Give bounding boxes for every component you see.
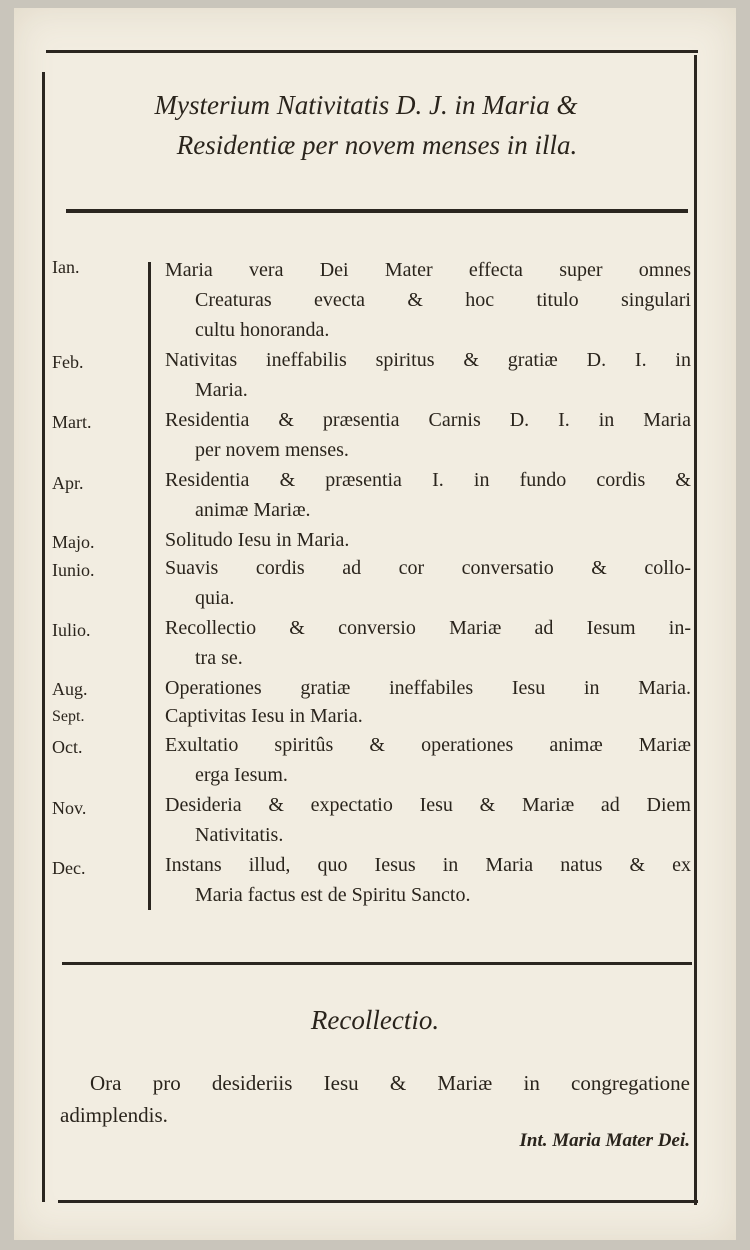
month-label-dec: Dec.: [52, 858, 86, 878]
month-label-iulio: Iulio.: [52, 620, 91, 640]
entry-line: quia.: [195, 587, 235, 609]
entry-line: Desideria & expectatio Iesu & Mariæ ad Diem: [165, 794, 691, 816]
entry-line: Nativitatis.: [195, 824, 284, 846]
entry-feb: [165, 345, 691, 405]
intention-line: Int. Maria Mater Dei.: [519, 1130, 690, 1151]
month-label-majo: Majo.: [52, 532, 95, 552]
entry-line: Maria factus est de Spiritu Sancto.: [195, 884, 471, 906]
entry-line: Instans illud, quo Iesus in Maria natus & ex: [165, 854, 691, 876]
divider-above-recollectio: [62, 962, 692, 965]
bottom-border: [58, 1200, 698, 1203]
month-column-rule: [148, 262, 151, 910]
entry-line: Residentia & præsentia Carnis D. I. in Maria: [165, 409, 691, 431]
prayer-text: [60, 1067, 690, 1131]
entry-nov: [165, 790, 691, 850]
month-label-mart: Mart.: [52, 412, 92, 432]
month-label-nov: Nov.: [52, 798, 87, 818]
document-title: [46, 85, 686, 165]
month-label-feb: Feb.: [52, 352, 84, 372]
entry-line: erga Iesum.: [195, 764, 288, 786]
prayer-line-2: adimplendis.: [60, 1103, 168, 1127]
month-label-sept: Sept.: [52, 708, 85, 725]
title-line-2: Residentiæ per novem menses in illa.: [176, 130, 578, 160]
entry-line: animæ Mariæ.: [195, 499, 311, 521]
divider-under-title: [66, 209, 688, 213]
entry-line: Operationes gratiæ ineffabiles Iesu in Maria.: [165, 677, 691, 699]
entry-line: Nativitas ineffabilis spiritus & gratiæ D. I. in: [165, 349, 691, 371]
entry-line: Solitudo Iesu in Maria.: [165, 529, 350, 551]
entry-iunio: [165, 553, 691, 613]
entry-mart: [165, 405, 691, 465]
entry-line: Suavis cordis ad cor conversatio & collo-: [165, 557, 691, 579]
month-label-apr: Apr.: [52, 473, 84, 493]
entry-line: Recollectio & conversio Mariæ ad Iesum in-: [165, 617, 691, 639]
entry-oct: [165, 730, 691, 790]
prayer-line-1: Ora pro desideriis Iesu & Mariæ in congregatione: [90, 1071, 690, 1095]
month-label-jan: Ian.: [52, 257, 80, 277]
entry-line: Maria.: [195, 379, 248, 401]
entry-line: per novem menses.: [195, 439, 349, 461]
month-label-oct: Oct.: [52, 737, 83, 757]
entry-apr: [165, 465, 691, 525]
month-label-aug: Aug.: [52, 679, 88, 699]
entry-aug: [165, 673, 691, 703]
entry-line: Residentia & præsentia I. in fundo cordis &: [165, 469, 691, 491]
entry-line: Exultatio spiritûs & operationes animæ Mariæ: [165, 734, 691, 756]
entry-line: Captivitas Iesu in Maria.: [165, 705, 363, 727]
entry-majo: [165, 525, 691, 555]
top-border: [46, 50, 698, 53]
title-line-1: Mysterium Nativitatis D. J. in Maria &: [154, 90, 578, 120]
recollectio-heading: Recollectio.: [310, 1005, 440, 1035]
entry-sept: [165, 701, 691, 731]
entry-line: Maria vera Dei Mater effecta super omnes: [165, 259, 691, 281]
entry-dec: [165, 850, 691, 910]
entry-iulio: [165, 613, 691, 673]
entry-line: tra se.: [195, 647, 243, 669]
entry-line: Creaturas evecta & hoc titulo singulari: [195, 289, 691, 311]
entry-jan: [165, 255, 691, 345]
entry-line: cultu honoranda.: [195, 319, 330, 341]
month-label-iunio: Iunio.: [52, 560, 95, 580]
